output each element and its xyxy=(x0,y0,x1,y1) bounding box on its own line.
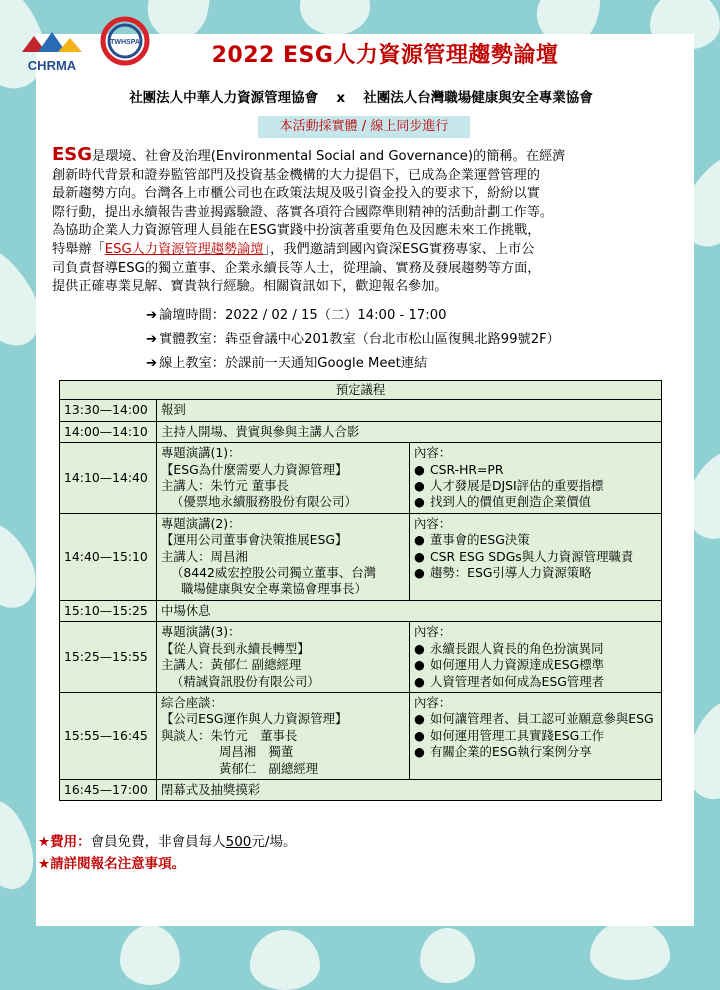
agenda-time: 14:40—15:10 xyxy=(60,513,157,600)
content-bullet xyxy=(414,565,657,581)
info-time xyxy=(146,304,666,323)
content-bullet xyxy=(414,711,657,727)
arrow-right-icon: ➔ xyxy=(146,356,158,371)
content-bullet xyxy=(414,728,657,744)
bullet-icon: ● xyxy=(414,565,425,581)
bullet-icon: ● xyxy=(414,744,425,760)
content-text: 董事會的ESG決策 xyxy=(430,532,530,548)
content-title: 內容： xyxy=(414,515,452,531)
session-content xyxy=(410,692,662,779)
session-speaker: 周昌湘 獨董 xyxy=(219,744,294,760)
content-text: 找到人的價值更創造企業價值 xyxy=(430,494,592,510)
fee-line xyxy=(38,830,296,850)
agenda-time: 13:30—14:00 xyxy=(60,400,157,421)
bullet-icon: ● xyxy=(414,640,425,656)
agenda-item: 中場休息 xyxy=(157,600,662,621)
bullet-icon: ● xyxy=(414,532,425,548)
agenda-time: 15:25—15:55 xyxy=(60,622,157,693)
mode-notice: 本活動採實體 / 線上同步進行 xyxy=(258,116,470,138)
content-text: 人才發展是DJSI評估的重要指標 xyxy=(430,478,604,494)
session-affiliation: 職場健康與安全專業協會理事長） xyxy=(181,581,367,597)
session-label: 專題演講(1)： xyxy=(161,445,241,461)
agenda-time: 14:10—14:40 xyxy=(60,443,157,514)
content-bullet xyxy=(414,674,657,690)
content-bullet xyxy=(414,462,657,478)
info-online xyxy=(146,352,666,371)
bullet-icon: ● xyxy=(414,461,425,477)
intro-line: 司負責督導ESG的獨立董事、企業永續長等人士，從理論、實務及發展趨勢等方面， xyxy=(52,260,541,276)
session-label: 專題演講(3)： xyxy=(161,624,241,640)
intro-line: 創新時代背景和證券監管部門及投資基金機構的大力提倡下，已成為企業運營管理的 xyxy=(52,167,540,183)
fee-label: 費用： xyxy=(50,834,91,850)
session-speaker: 與談人：朱竹元 董事長 xyxy=(161,727,298,743)
intro-line: 際行動，提出永續報告書並揭露驗證、落實各項符合國際準則精神的活動計劃工作等。 xyxy=(52,204,554,220)
session-info xyxy=(157,692,410,779)
bullet-icon: ● xyxy=(414,711,425,727)
session-content xyxy=(410,443,662,514)
fee-amount: 500 xyxy=(225,834,252,850)
session-topic: 【運用公司董事會決策推展ESG】 xyxy=(161,532,348,548)
session-topic: 【ESG為什麼需要人力資源管理】 xyxy=(161,461,348,477)
intro-line: 提供正確專業見解、寶貴執行經驗。相關資訊如下，歡迎報名參加。 xyxy=(52,279,448,295)
twhspa-logo xyxy=(100,16,150,66)
content-bullet xyxy=(414,744,657,760)
agenda-header: 預定議程 xyxy=(60,381,662,400)
session-speaker: 主講人：朱竹元 董事長 xyxy=(161,478,289,494)
content-bullet xyxy=(414,657,657,673)
bullet-icon: ● xyxy=(414,494,425,510)
intro-line: 最新趨勢方向。台灣各上市櫃公司也在政策法規及吸引資金投入的要求下，紛紛以實 xyxy=(52,186,540,202)
agenda-item: 主持人開場、貴賓與參與主講人合影 xyxy=(157,421,662,442)
arrow-right-icon: ➔ xyxy=(146,308,158,323)
session-speaker: 主講人：黃郁仁 副總經理 xyxy=(161,657,302,673)
intro-line: 特舉辦「 xyxy=(52,241,105,257)
content-bullet xyxy=(414,641,657,657)
organizers-line: 社團法人中華人力資源管理協會 x 社團法人台灣職場健康與安全專業協會 xyxy=(129,90,593,106)
logo-group xyxy=(14,14,154,74)
agenda-row xyxy=(60,779,662,800)
content-text: 如何運用管理工具實踐ESG工作 xyxy=(430,727,604,743)
content-title: 內容： xyxy=(414,445,452,461)
registration-notice: ★請詳閱報名注意事項。 xyxy=(38,856,186,872)
content-text: CSR-HR=PR xyxy=(430,461,504,477)
agenda-item: 閉幕式及抽獎摸彩 xyxy=(157,779,662,800)
content-title: 內容： xyxy=(414,624,452,640)
agenda-time: 15:10—15:25 xyxy=(60,600,157,621)
content-bullet xyxy=(414,532,657,548)
fee-text: 元/場。 xyxy=(251,834,297,850)
content-bullet xyxy=(414,494,657,510)
agenda-row xyxy=(60,513,662,600)
arrow-right-icon: ➔ xyxy=(146,332,158,347)
agenda-item: 報到 xyxy=(157,400,662,421)
content-text: 如何讓管理者、員工認可並願意參與ESG xyxy=(430,711,654,727)
content-text: 人資管理者如何成為ESG管理者 xyxy=(430,673,604,689)
agenda-row xyxy=(60,443,662,514)
agenda-time: 14:00—14:10 xyxy=(60,421,157,442)
chrma-logo-text: CHRMA xyxy=(27,58,77,73)
content-text: 趨勢：ESG引導人力資源策略 xyxy=(430,565,592,581)
agenda-table xyxy=(59,380,662,801)
info-venue-text: 實體教室：犇亞會議中心201教室（台北市松山區復興北路99號2F） xyxy=(159,332,560,347)
bullet-icon: ● xyxy=(414,673,425,689)
content-title: 內容： xyxy=(414,694,452,710)
content-text: 有關企業的ESG執行案例分享 xyxy=(430,744,592,760)
content-text: CSR ESG SDGs與人力資源管理職責 xyxy=(430,548,634,564)
session-affiliation: （8442威宏控股公司獨立董事、台灣 xyxy=(171,565,377,581)
intro-esg-lead: ESG xyxy=(52,144,93,165)
info-online-text: 線上教室：於課前一天通知Google Meet連結 xyxy=(159,356,428,371)
agenda-row xyxy=(60,692,662,779)
session-speaker: 主講人：周昌湘 xyxy=(161,548,248,564)
session-info xyxy=(157,443,410,514)
agenda-header-row xyxy=(60,381,662,400)
intro-line: 為協助企業人力資源管理人員能在ESG實踐中扮演著重要角色及因應未來工作挑戰， xyxy=(52,223,541,239)
agenda-row xyxy=(60,600,662,621)
chrma-logo xyxy=(18,22,86,74)
intro-line: 是環境、社會及治理(Environmental Social and Governance)的簡稱。在經濟 xyxy=(92,149,566,164)
session-content xyxy=(410,513,662,600)
session-info xyxy=(157,622,410,693)
agenda-row xyxy=(60,400,662,421)
content-text: 永續長跟人資長的角色扮演異同 xyxy=(430,640,604,656)
agenda-time: 16:45—17:00 xyxy=(60,779,157,800)
agenda-row xyxy=(60,622,662,693)
bullet-icon: ● xyxy=(414,478,425,494)
session-content xyxy=(410,622,662,693)
content-text: 如何運用人力資源達成ESG標準 xyxy=(430,657,604,673)
agenda-time: 15:55—16:45 xyxy=(60,692,157,779)
session-label: 綜合座談： xyxy=(161,694,223,710)
intro-paragraph xyxy=(52,146,676,297)
session-speaker: 黃郁仁 副總經理 xyxy=(219,760,319,776)
page-title: 2022 ESG人力資源管理趨勢論壇 xyxy=(211,43,559,68)
session-label: 專題演講(2)： xyxy=(161,515,241,531)
bullet-icon: ● xyxy=(414,548,425,564)
session-info xyxy=(157,513,410,600)
content-bullet xyxy=(414,478,657,494)
session-affiliation: （優票地永續服務股份有限公司） xyxy=(171,494,357,510)
twhspa-logo-text: TWHSPA xyxy=(110,39,140,46)
info-time-text: 論壇時間：2022 / 02 / 15（二）14:00 - 17:00 xyxy=(159,308,447,323)
session-topic: 【公司ESG運作與人力資源管理】 xyxy=(161,711,348,727)
star-icon: ★ xyxy=(38,834,51,850)
session-affiliation: （精誠資訊股份有限公司） xyxy=(171,673,320,689)
content-bullet xyxy=(414,549,657,565)
fee-text: 會員免費，非會員每人 xyxy=(90,834,226,850)
bullet-icon: ● xyxy=(414,727,425,743)
session-topic: 【從人資長到永續長轉型】 xyxy=(161,640,310,656)
agenda-row xyxy=(60,421,662,442)
forum-name-highlight: ESG人力資源管理趨勢論壇 xyxy=(104,241,264,257)
info-venue xyxy=(146,328,666,347)
intro-line: 」，我們邀請到國內資深ESG實務專家、上市公 xyxy=(263,241,535,257)
bullet-icon: ● xyxy=(414,657,425,673)
